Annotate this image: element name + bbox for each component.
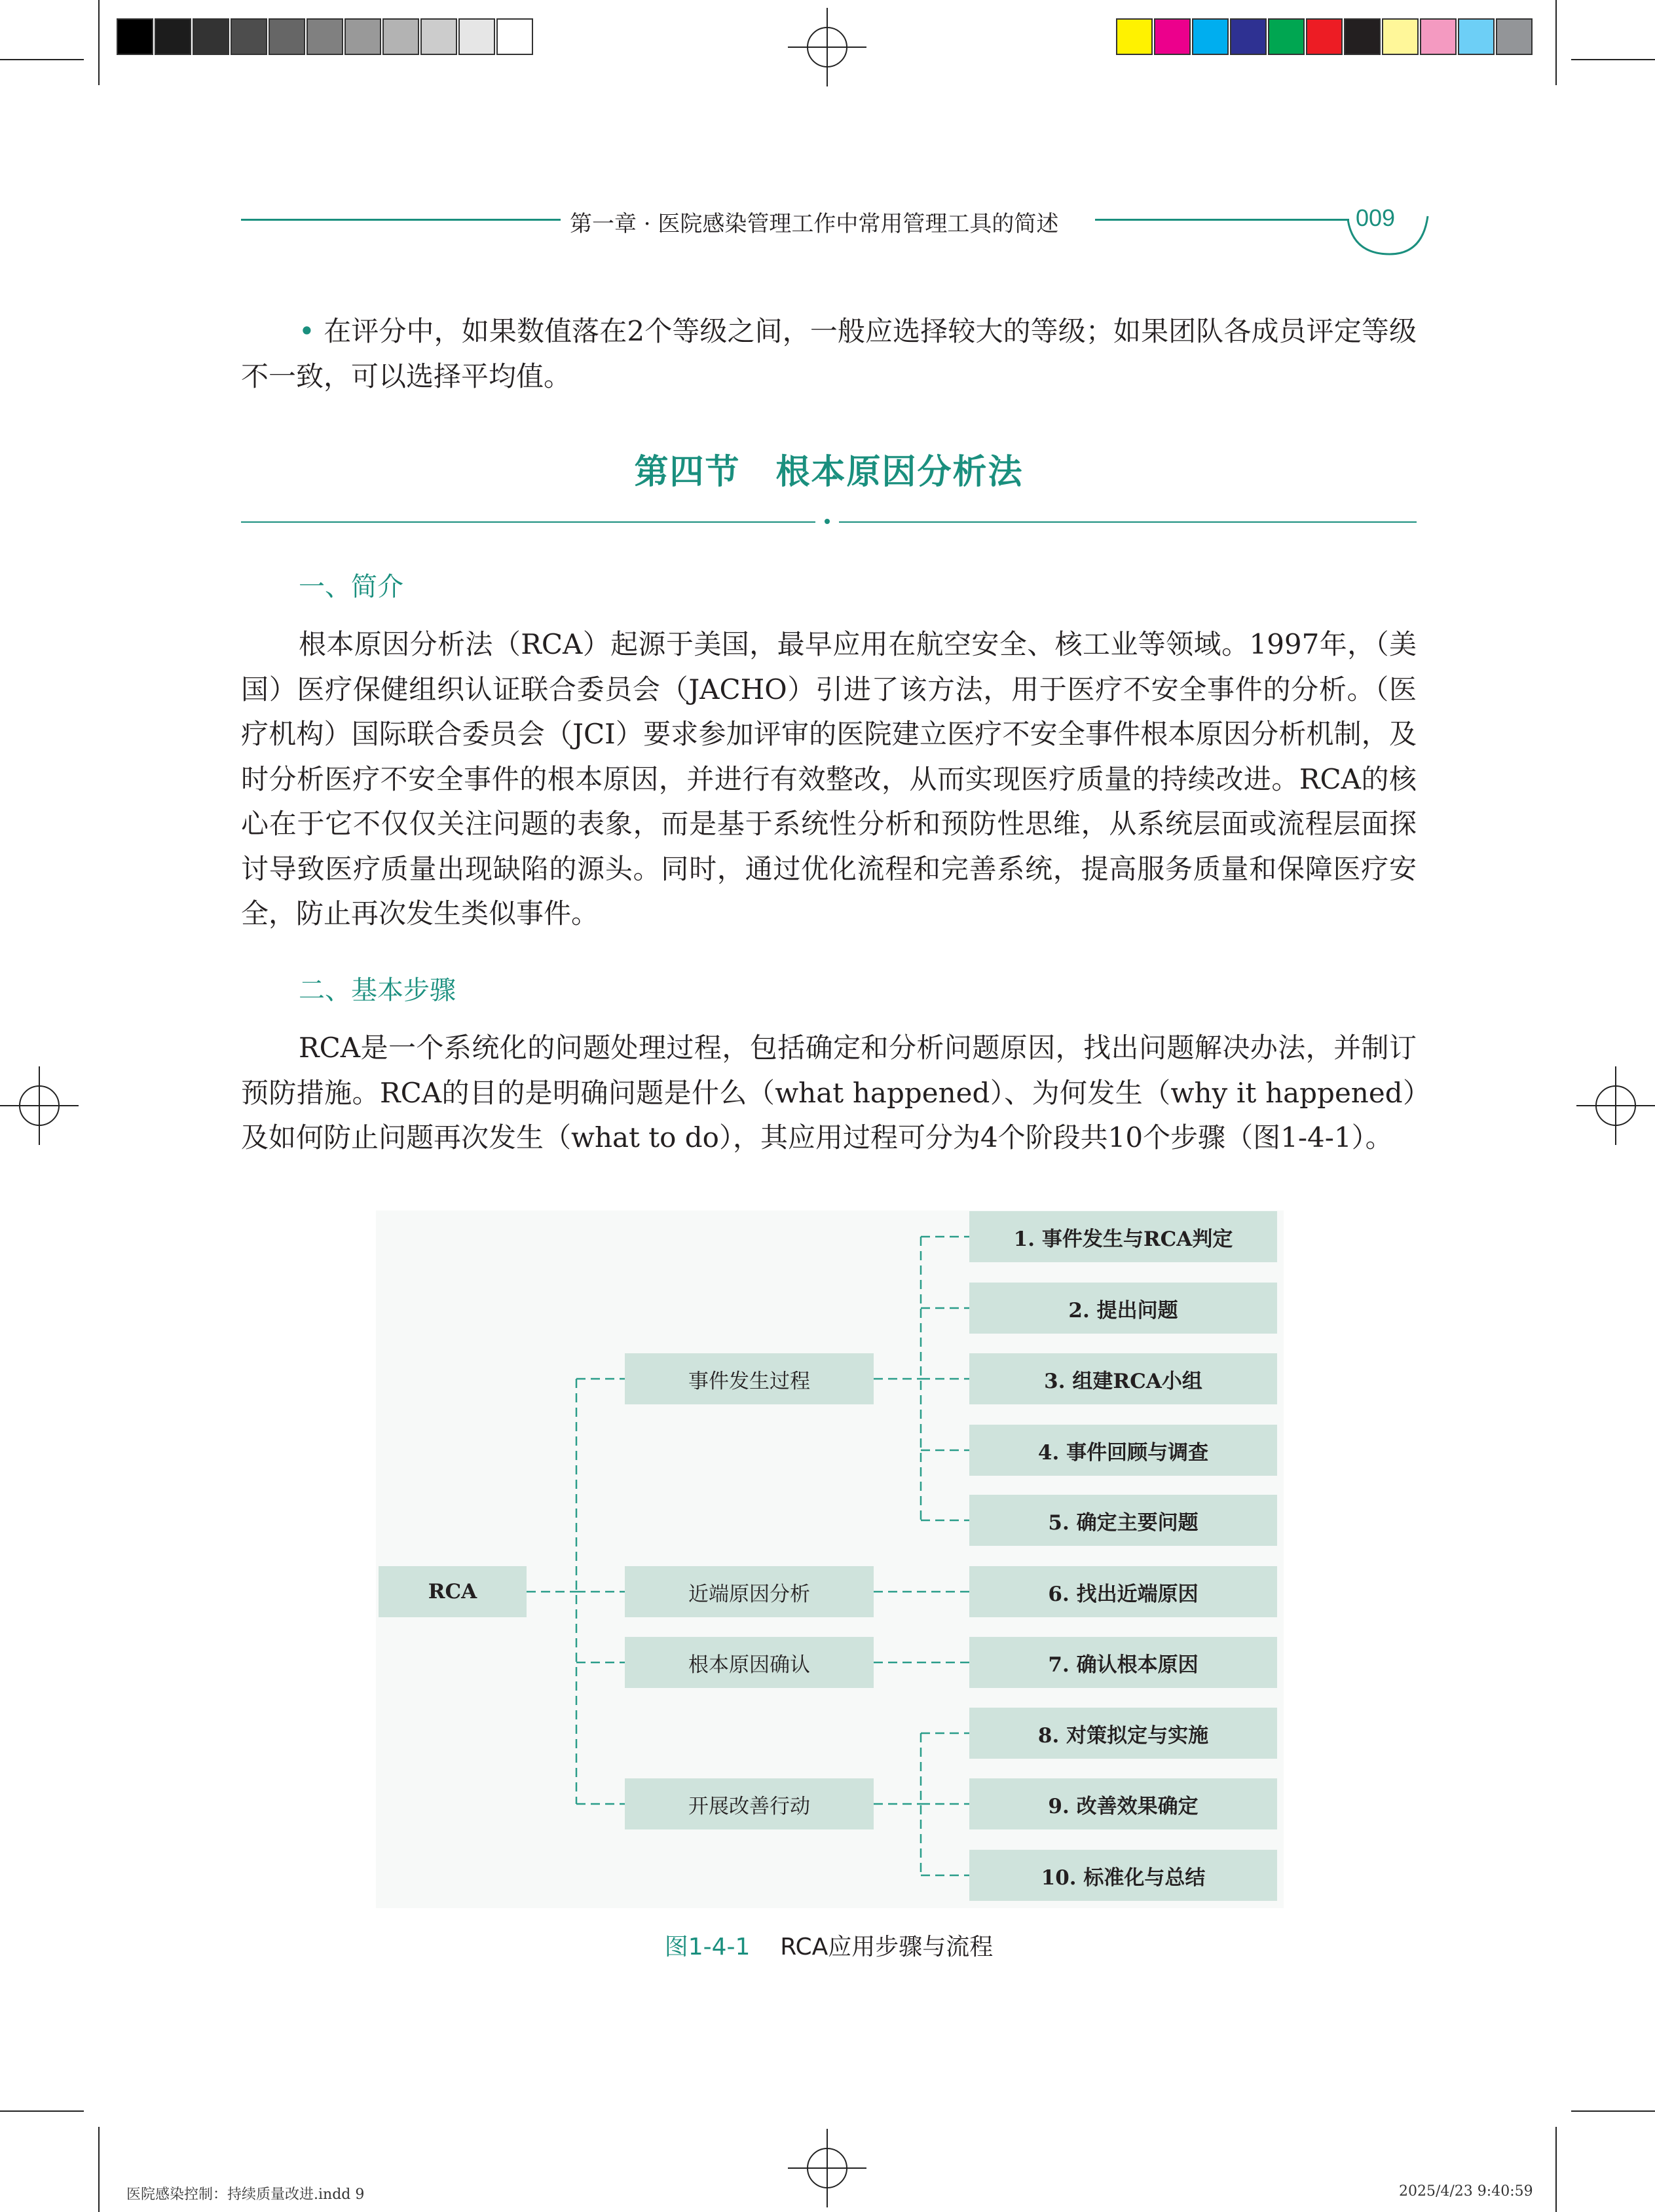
rca-flow-diagram: [376, 1210, 1284, 1908]
section-title: 第四节 根本原因分析法: [634, 453, 1024, 492]
phase-node: 开展改善行动: [625, 1778, 874, 1829]
step-node: 2. 提出问题: [969, 1283, 1277, 1334]
bullet-text: 在评分中，如果数值落在2个等级之间，一般应选择较大的等级；如果团队各成员评定等级不一致，可以选择平均值。: [241, 315, 1417, 392]
bullet-paragraph: [241, 309, 1417, 399]
header-rule-left: [241, 219, 561, 221]
chapter-title: 第一章 · 医院感染管理工作中常用管理工具的简述: [570, 211, 1059, 237]
phase-node: 根本原因确认: [625, 1637, 874, 1688]
phase-node: 近端原因分析: [625, 1566, 874, 1617]
page-number: 009: [1356, 204, 1396, 231]
registration-mark-icon: [788, 8, 866, 86]
root-node: RCA: [379, 1566, 527, 1617]
section-rule-right: [839, 521, 1417, 523]
phase-node: 事件发生过程: [625, 1353, 874, 1404]
step-node: 9. 改善效果确定: [969, 1778, 1277, 1829]
steps-heading: 二、基本步骤: [299, 975, 456, 1005]
section-rule-dot: [825, 519, 830, 524]
figure-number: 图1-4-1: [664, 1934, 751, 1960]
step-node: 10. 标准化与总结: [969, 1850, 1277, 1901]
slug-filename: 医院感染控制：持续质量改进.indd 9: [126, 2186, 365, 2203]
registration-mark-icon: [0, 1066, 79, 1145]
step-node: 1. 事件发生与RCA判定: [969, 1211, 1277, 1262]
step-node: 3. 组建RCA小组: [969, 1353, 1277, 1404]
intro-paragraph: 根本原因分析法（RCA）起源于美国，最早应用在航空安全、核工业等领域。1997年，（美国）医疗保健组织认证联合委员会（JACHO）引进了该方法，用于医疗不安全事件的分析。（医疗机构）国际联合委员会（JCI）要求参加评审的医院建立医疗不安全事件根本原因分析机制，及时分析医疗不安全事件的根本原因，并进行有效整改，从而实现医疗质量的持续改进。RCA的核心在于它不仅仅关注问题的表象，而是基于系统性分析和预防性思维，从系统层面或流程层面探讨导致医疗质量出现缺陷的源头。同时，通过优化流程和完善系统，提高服务质量和保障医疗安全，防止再次发生类似事件。: [241, 628, 1417, 929]
figure-caption: [241, 1928, 1417, 1962]
section-rule-left: [241, 521, 815, 523]
slug-datetime: 2025/4/23 9:40:59: [1399, 2183, 1533, 2200]
step-node: 7. 确认根本原因: [969, 1637, 1277, 1688]
figure-title: RCA应用步骤与流程: [780, 1934, 994, 1960]
step-node: 6. 找出近端原因: [969, 1566, 1277, 1617]
intro-heading: 一、简介: [299, 572, 403, 602]
bullet-dot-icon: •: [299, 315, 315, 347]
header-rule-right: [1095, 219, 1349, 221]
registration-mark-icon: [788, 2129, 866, 2207]
step-node: 4. 事件回顾与调查: [969, 1425, 1277, 1476]
registration-mark-icon: [1576, 1066, 1655, 1145]
step-node: 5. 确定主要问题: [969, 1495, 1277, 1546]
step-node: 8. 对策拟定与实施: [969, 1708, 1277, 1759]
steps-paragraph: RCA是一个系统化的问题处理过程，包括确定和分析问题原因，找出问题解决办法，并制订预防措施。RCA的目的是明确问题是什么（what happened）、为何发生（why it happened）及如何防止问题再次发生（what to do），其应用过程可分为4个阶段共10个步骤（图1-4-1）。: [241, 1032, 1417, 1153]
